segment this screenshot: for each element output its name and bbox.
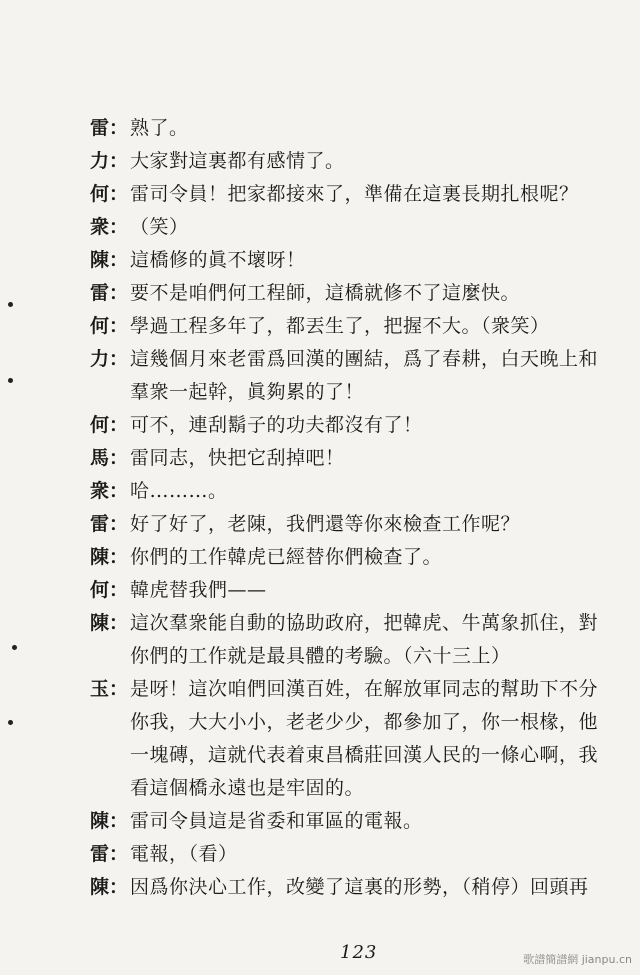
dialogue-text: （笑） xyxy=(130,216,189,238)
speaker-name: 衆： xyxy=(90,216,129,238)
dialogue-text: 羣衆一起幹，眞夠累的了！ xyxy=(130,381,365,403)
speaker-name: 陳： xyxy=(90,810,129,832)
dialogue-line xyxy=(90,541,630,574)
dialogue-continuation xyxy=(90,376,630,409)
dialogue-text: 是呀！這次咱們回漢百姓，在解放軍同志的幫助下不分 xyxy=(130,678,599,700)
dialogue-line xyxy=(90,145,630,178)
dialogue-line xyxy=(90,343,630,376)
margin-mark xyxy=(8,378,13,383)
dialogue-continuation xyxy=(90,640,630,673)
dialogue-text: 熟了。 xyxy=(130,117,189,139)
dialogue-line xyxy=(90,112,630,145)
speaker-name: 何： xyxy=(90,315,129,337)
margin-mark xyxy=(8,302,13,307)
speaker-name: 何： xyxy=(90,579,129,601)
dialogue-continuation xyxy=(90,706,630,739)
dialogue-line xyxy=(90,805,630,838)
dialogue-line xyxy=(90,211,630,244)
speaker-name: 陳： xyxy=(90,546,129,568)
dialogue-continuation xyxy=(90,739,630,772)
dialogue-line xyxy=(90,409,630,442)
page-number: 123 xyxy=(340,942,378,963)
speaker-name: 陳： xyxy=(90,612,129,634)
dialogue-text: 大家對這裏都有感情了。 xyxy=(130,150,345,172)
dialogue-line xyxy=(90,574,630,607)
dialogue-text: 雷司令員！把家都接來了，準備在這裏長期扎根呢？ xyxy=(130,183,579,205)
dialogue-text: 你們的工作就是最具體的考驗。（六十三上） xyxy=(130,645,511,667)
dialogue-line xyxy=(90,508,630,541)
dialogue-text: 韓虎替我們—— xyxy=(130,579,267,601)
dialogue-line xyxy=(90,244,630,277)
dialogue-line xyxy=(90,607,630,640)
dialogue-text: 你我，大大小小，老老少少，都參加了，你一根椽，他 xyxy=(130,711,599,733)
dialogue-line xyxy=(90,442,630,475)
speaker-name: 何： xyxy=(90,183,129,205)
dialogue-text: 雷同志，快把它刮掉吧！ xyxy=(130,447,345,469)
dialogue-text: 因爲你決心工作，改變了這裏的形勢，（稍停）回頭再 xyxy=(130,876,589,898)
speaker-name: 玉： xyxy=(90,678,129,700)
dialogue-text: 哈………。 xyxy=(130,480,228,502)
dialogue-text: 可不，連刮鬍子的功夫都沒有了！ xyxy=(130,414,423,436)
speaker-name: 雷： xyxy=(90,117,129,139)
dialogue-text: 這橋修的眞不壞呀！ xyxy=(130,249,306,271)
speaker-name: 何： xyxy=(90,414,129,436)
speaker-name: 陳： xyxy=(90,876,129,898)
speaker-name: 雷： xyxy=(90,513,129,535)
speaker-name: 陳： xyxy=(90,249,129,271)
dialogue-line xyxy=(90,178,630,211)
dialogue-text: 一塊磚，這就代表着東昌橋莊回漢人民的一條心啊，我 xyxy=(130,744,599,766)
speaker-name: 雷： xyxy=(90,843,129,865)
dialogue-line xyxy=(90,310,630,343)
dialogue-line xyxy=(90,838,630,871)
dialogue-text: 電報，（看） xyxy=(130,843,238,865)
site-watermark: 歌譜簡譜網 jianpu.cn xyxy=(523,953,632,966)
margin-mark xyxy=(8,720,13,725)
dialogue-text: 看這個橋永遠也是牢固的。 xyxy=(130,777,365,799)
dialogue-text: 要不是咱們何工程師，這橋就修不了這麼快。 xyxy=(130,282,521,304)
dialogue-line xyxy=(90,673,630,706)
dialogue-text: 這次羣衆能自動的協助政府，把韓虎、牛萬象抓住，對 xyxy=(130,612,599,634)
dialogue-line xyxy=(90,871,630,904)
dialogue-text: 學過工程多年了，都丟生了，把握不大。（衆笑） xyxy=(130,315,550,337)
dialogue-line xyxy=(90,277,630,310)
speaker-name: 雷： xyxy=(90,282,129,304)
dialogue-text: 這幾個月來老雷爲回漢的團結，爲了春耕，白天晚上和 xyxy=(130,348,599,370)
dialogue-text: 你們的工作韓虎已經替你們檢查了。 xyxy=(130,546,443,568)
dialogue-line xyxy=(90,475,630,508)
script-body xyxy=(90,112,630,904)
speaker-name: 馬： xyxy=(90,447,129,469)
speaker-name: 衆： xyxy=(90,480,129,502)
dialogue-text: 好了好了，老陳，我們還等你來檢查工作呢？ xyxy=(130,513,521,535)
dialogue-continuation xyxy=(90,772,630,805)
margin-mark xyxy=(12,645,17,650)
dialogue-text: 雷司令員這是省委和軍區的電報。 xyxy=(130,810,423,832)
speaker-name: 力： xyxy=(90,150,129,172)
speaker-name: 力： xyxy=(90,348,129,370)
